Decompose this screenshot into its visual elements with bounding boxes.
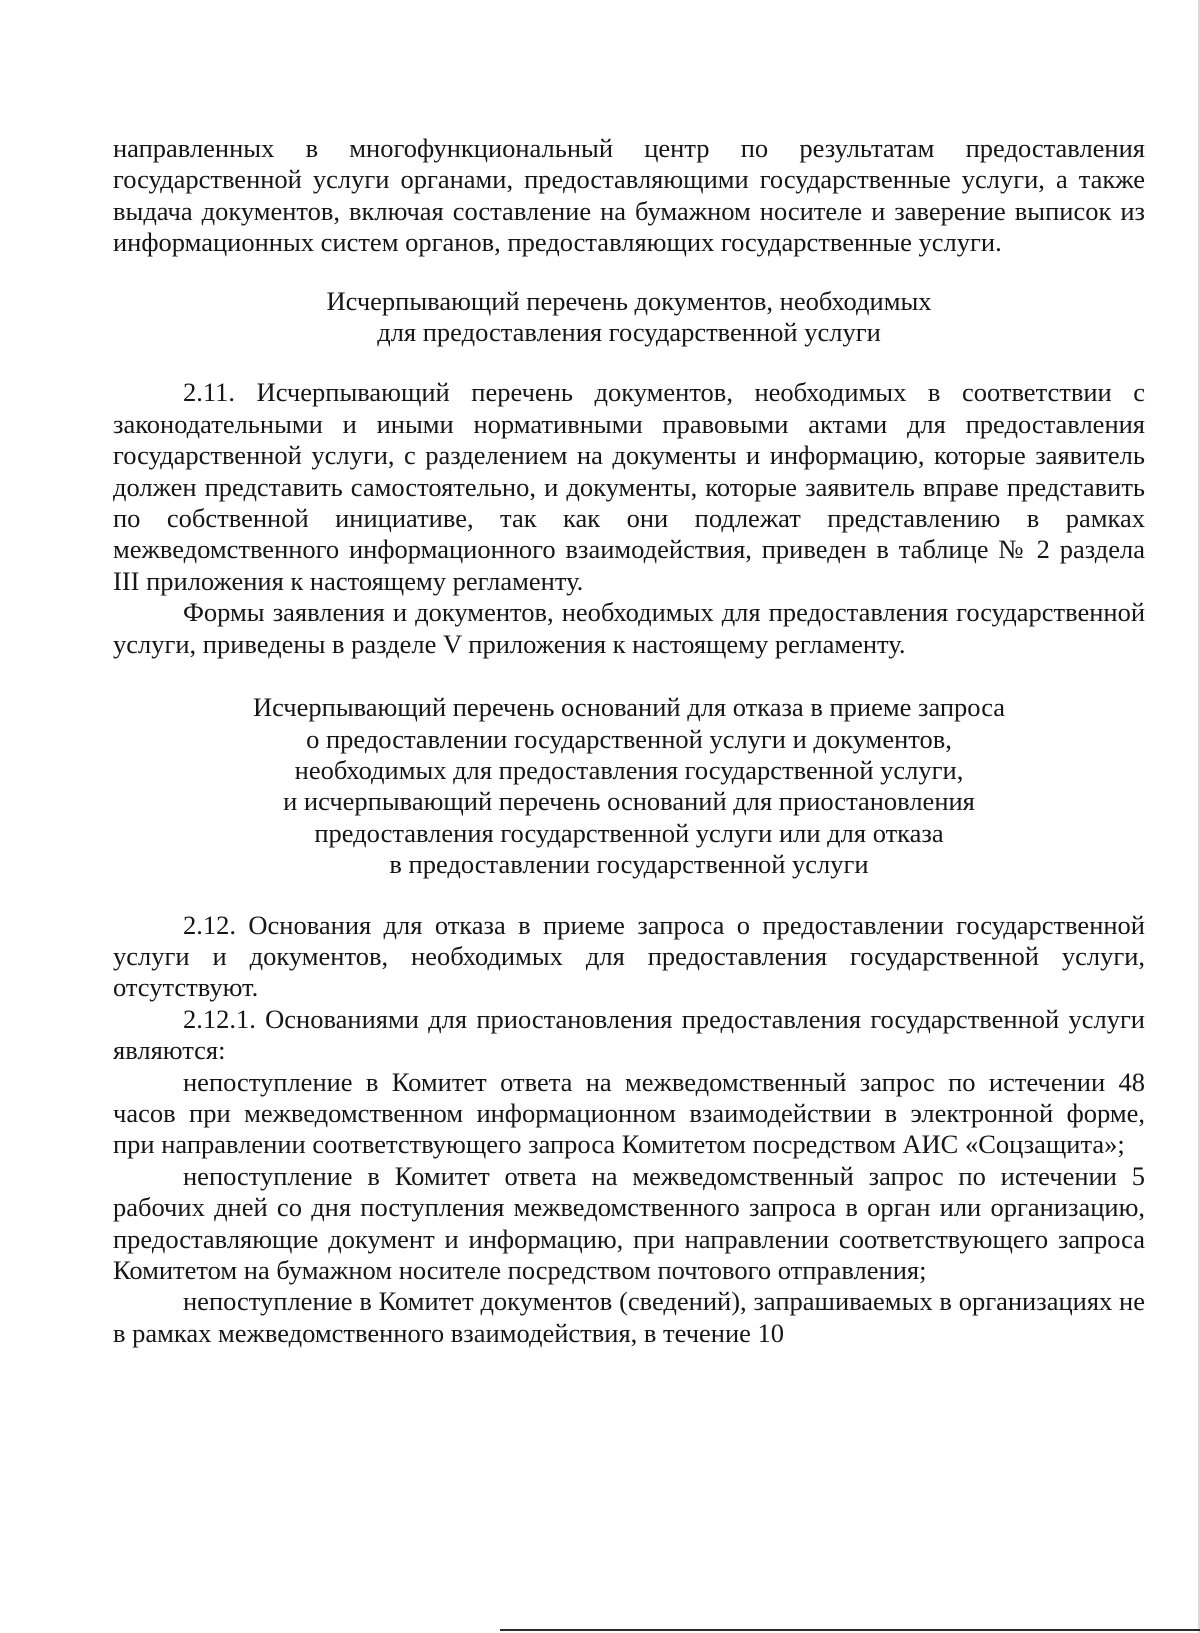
spacer bbox=[113, 259, 1145, 286]
document-page bbox=[113, 133, 1145, 1349]
spacer bbox=[113, 881, 1145, 910]
heading-line: и исчерпывающий перечень оснований для приостановления bbox=[283, 786, 975, 817]
paragraph-2-12-1: 2.12.1. Основаниями для приостановления предоставления государственной услуги являются: bbox=[113, 1003, 1145, 1066]
list-item: непоступление в Комитет ответа на межведомственный запрос по истечении 5 рабочих дней со дня поступления межведомственного запроса в орган или организацию, предоставляющие документ и информацию, при направлении соответствующего запроса Комитетом на бумажном носителе посредством почтового отправления; bbox=[113, 1160, 1145, 1285]
paragraph-intro: направленных в многофункциональный центр по результатам предоставления государственной услуги органами, предоставляющими государственные услуги, а также выдача документов, включая составление на бумажном носителе и заверение выписок из информационных систем органов, предоставляющих государственные услуги. bbox=[113, 133, 1145, 258]
paragraph-forms: Формы заявления и документов, необходимых для предоставления государственной услуги, приведены в разделе V приложения к настоящему регламенту. bbox=[113, 597, 1145, 659]
heading-line: Исчерпывающий перечень документов, необходимых bbox=[326, 285, 932, 316]
heading-documents-list bbox=[113, 286, 1145, 349]
heading-line: необходимых для предоставления государственной услуги, bbox=[294, 754, 964, 785]
list-item: непоступление в Комитет документов (сведений), запрашиваемых в организациях не в рамках межведомственного взаимодействия, в течение 10 bbox=[113, 1286, 1145, 1348]
paragraph-2-11: 2.11. Исчерпывающий перечень документов, необходимых в соответствии с законодательными и иными нормативными правовыми актами для предоставления государственной услуги, с разделением на документы и информацию, которые заявитель должен представить самостоятельно, и документы, которые заявитель вправе представить по собственной инициативе, так как они подлежат представлению в рамках межведомственного информационного взаимодействия, приведен в таблице № 2 раздела III приложения к настоящему регламенту. bbox=[113, 377, 1145, 596]
heading-line: Исчерпывающий перечень оснований для отказа в приеме запроса bbox=[252, 692, 1006, 723]
heading-line: для предоставления государственной услуги bbox=[377, 317, 881, 348]
heading-line: предоставления государственной услуги или для отказа bbox=[314, 817, 944, 848]
spacer bbox=[113, 660, 1145, 692]
heading-line: о предоставлении государственной услуги и документов, bbox=[306, 723, 952, 754]
paragraph-2-12: 2.12. Основания для отказа в приеме запроса о предоставлении государственной услуги и документов, необходимых для предоставления государственной услуги, отсутствуют. bbox=[113, 909, 1145, 1003]
spacer bbox=[113, 348, 1145, 377]
list-item: непоступление в Комитет ответа на межведомственный запрос по истечении 48 часов при межведомственном информационном взаимодействии в электронной форме, при направлении соответствующего запроса Комитетом посредством АИС «Соцзащита»; bbox=[113, 1066, 1145, 1160]
scan-bottom-line bbox=[500, 1629, 1200, 1631]
heading-line: в предоставлении государственной услуги bbox=[389, 849, 869, 880]
heading-refusal-grounds bbox=[113, 692, 1145, 880]
